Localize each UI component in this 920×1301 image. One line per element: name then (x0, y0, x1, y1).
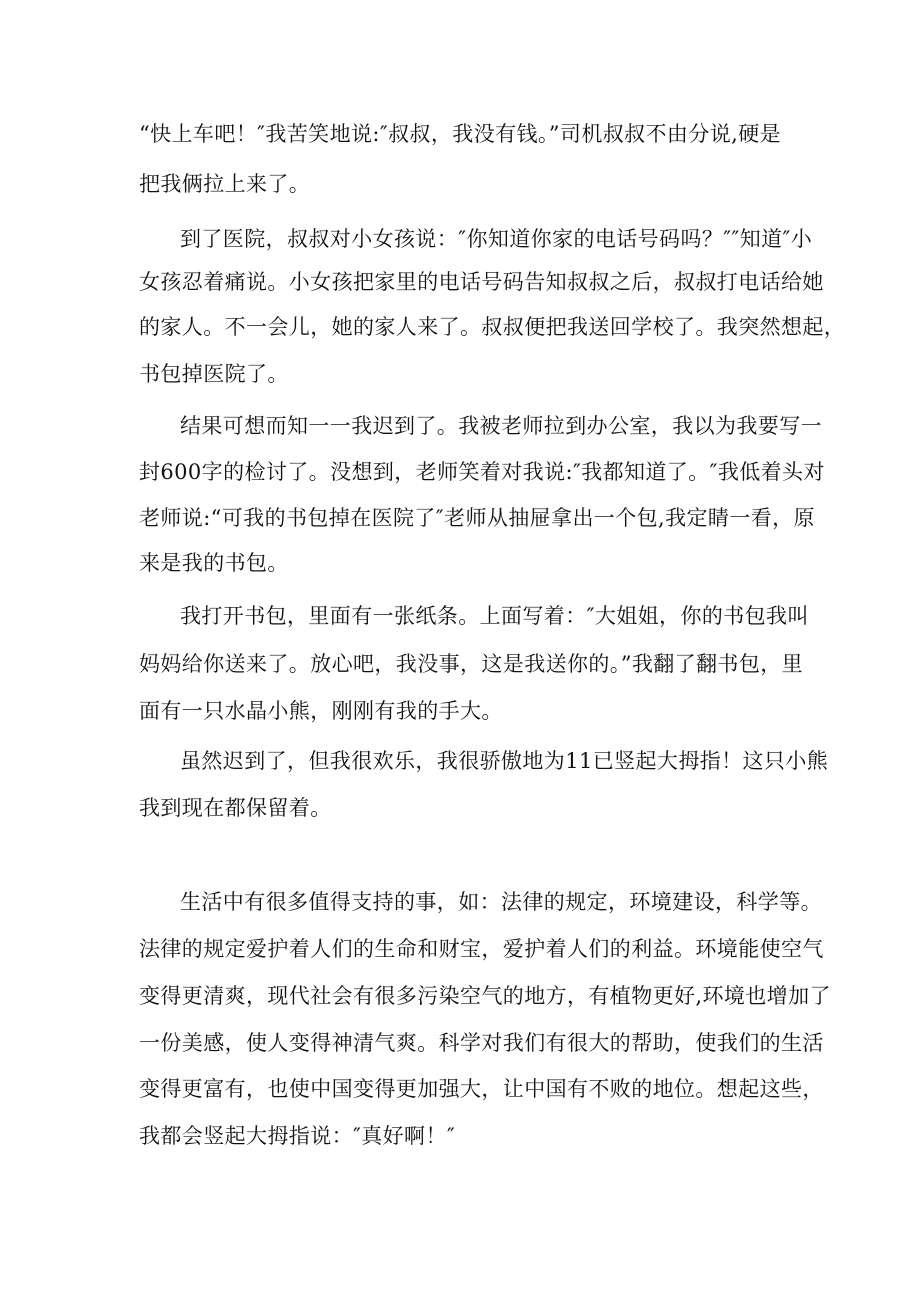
paragraph-3-line-4: 来是我的书包。 (139, 551, 289, 575)
paragraph-5-line-2: 我到现在都保留着。 (139, 796, 332, 820)
paragraph-6-line-6: 我都会竖起大拇指说：″真好啊！″ (139, 1124, 456, 1148)
paragraph-1-line-2: 把我俩拉上来了。 (139, 172, 311, 196)
paragraph-1-line-1: “快上车吧！″我苦笑地说:″叔叔，我没有钱。”司机叔叔不由分说,硬是 (139, 122, 782, 146)
paragraph-2-line-3: 的家人。不一会儿，她的家人来了。叔叔便把我送回学校了。我突然想起， (139, 315, 846, 339)
paragraph-3-line-1: 结果可想而知一一我迟到了。我被老师拉到办公室，我以为我要写一 (180, 414, 822, 438)
paragraph-6-line-3: 变得更清爽，现代社会有很多污染空气的地方，有植物更好,环境也增加了 (139, 984, 831, 1008)
paragraph-3-line-3: 老师说:“可我的书包掉在医院了″老师从抽屉拿出一个包,我定睛一看，原 (139, 506, 815, 530)
paragraph-4-line-2: 妈妈给你送来了。放心吧，我没事，这是我送你的。”我翻了翻书包，里 (139, 652, 804, 676)
paragraph-6-line-4: 一份美感，使人变得神清气爽。科学对我们有很大的帮助，使我们的生活 (139, 1031, 824, 1055)
paragraph-6-line-5: 变得更富有，也使中国变得更加强大，让中国有不败的地位。想起这些， (139, 1077, 824, 1101)
paragraph-3-line-2: 封600字的检讨了。没想到，老师笑着对我说:″我都知道了。″我低着头对 (139, 460, 825, 484)
paragraph-2-line-1: 到了医院，叔叔对小女孩说：″你知道你家的电话号码吗？″″知道″小 (180, 227, 813, 251)
paragraph-2-line-4: 书包掉医院了。 (139, 362, 289, 386)
paragraph-4-line-3: 面有一只水晶小熊，刚刚有我的手大。 (139, 699, 503, 723)
paragraph-6-line-1: 生活中有很多值得支持的事，如：法律的规定，环境建设，科学等。 (180, 890, 822, 914)
paragraph-5-line-1: 虽然迟到了，但我很欢乐，我很骄傲地为11已竖起大拇指！这只小熊 (180, 749, 829, 773)
paragraph-4-line-1: 我打开书包，里面有一张纸条。上面写着：″大姐姐，你的书包我叫 (180, 604, 809, 628)
paragraph-2-line-2: 女孩忍着痛说。小女孩把家里的电话号码告知叔叔之后，叔叔打电话给她 (139, 270, 824, 294)
paragraph-6-line-2: 法律的规定爱护着人们的生命和财宝，爱护着人们的利益。环境能使空气 (139, 937, 824, 961)
